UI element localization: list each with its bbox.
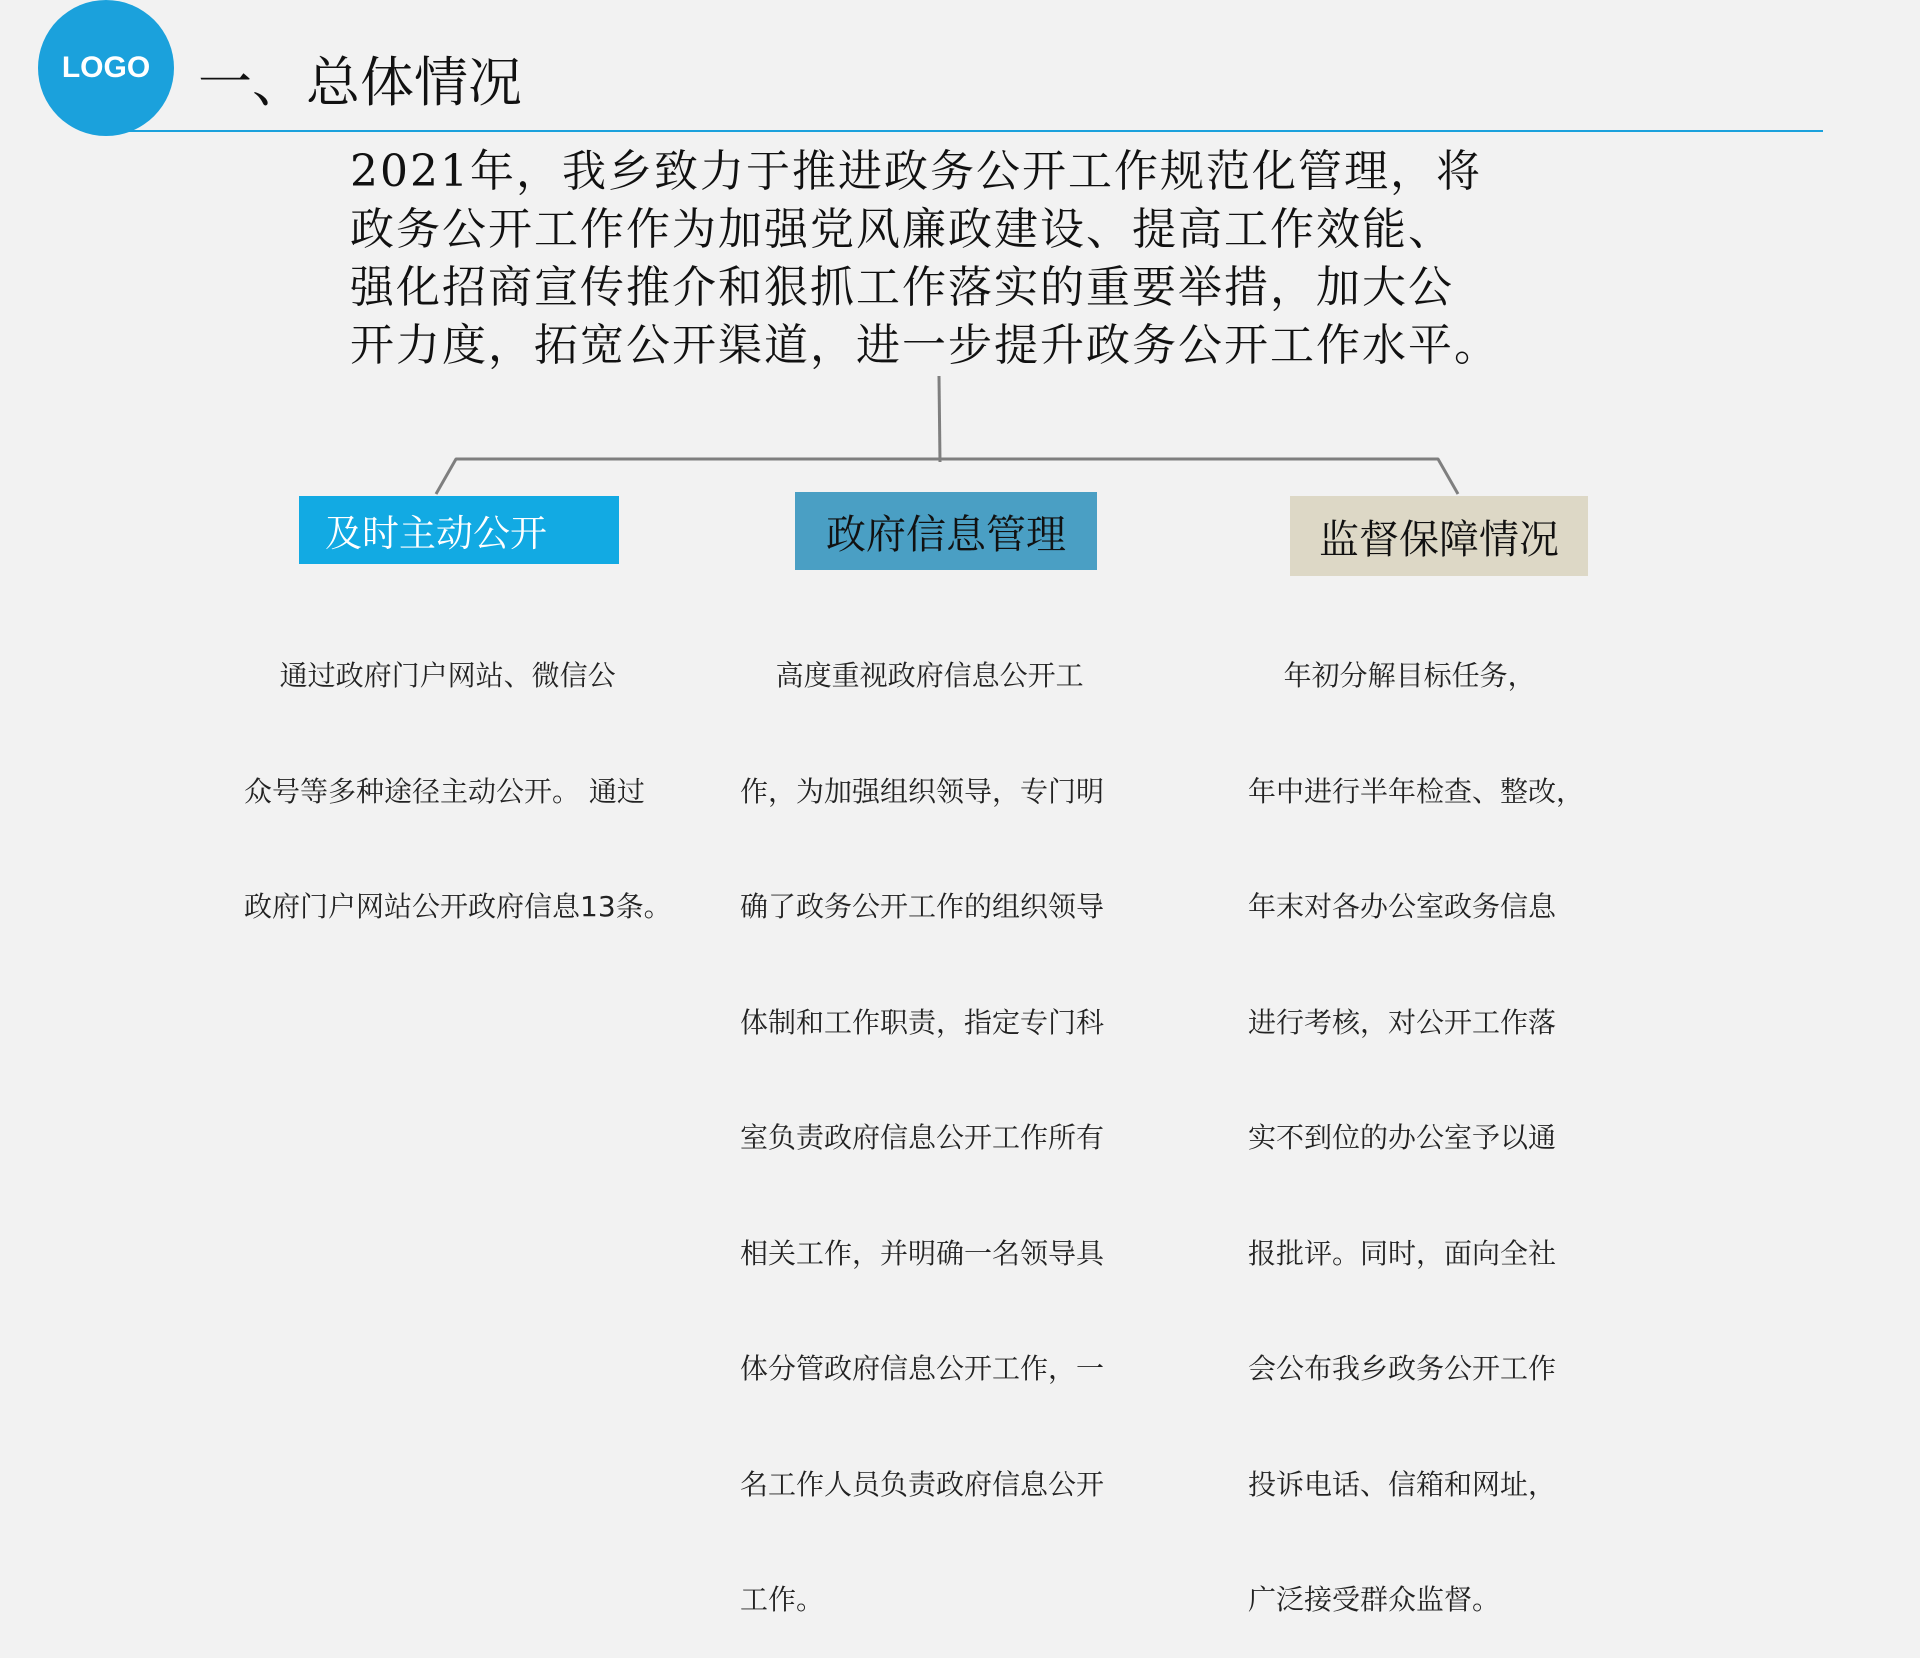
intro-line: 政务公开工作作为加强党风廉政建设、提高工作效能、 — [350, 204, 1454, 255]
description-line: 年中进行半年检查、整改， — [1248, 774, 1585, 808]
description-line: 确了政务公开工作的组织领导 — [740, 890, 1105, 923]
description-line: 年初分解目标任务， — [1248, 659, 1536, 692]
description-line: 众号等多种途径主动公开。 通过 — [244, 774, 645, 808]
description-line: 会公布我乡政务公开工作 — [1248, 1352, 1557, 1385]
description-line: 投诉电话、信箱和网址， — [1248, 1467, 1557, 1501]
description-line: 通过政府门户网站、微信公 — [244, 659, 616, 692]
section-description-proactive-disclosure — [244, 580, 672, 965]
description-line: 政府门户网站公开政府信息13条。 — [244, 890, 672, 923]
description-line: 室负责政府信息公开工作所有 — [740, 1121, 1105, 1154]
description-line: 实不到位的办公室予以通 — [1248, 1121, 1557, 1154]
section-heading-info-management — [795, 492, 1097, 570]
connector-stem — [939, 376, 940, 462]
description-line: 体分管政府信息公开工作，一 — [740, 1352, 1105, 1385]
section-heading-label: 监督保障情况 — [1319, 516, 1559, 563]
description-line: 相关工作，并明确一名领导具 — [740, 1236, 1105, 1270]
section-description-supervision — [1248, 580, 1584, 1658]
intro-paragraph — [350, 143, 1550, 375]
logo-text: LOGO — [61, 51, 151, 84]
title-divider — [120, 130, 1823, 132]
intro-line: 强化招商宣传推介和狠抓工作落实的重要举措，加大公 — [350, 262, 1454, 313]
logo — [38, 0, 174, 136]
description-line: 名工作人员负责政府信息公开 — [740, 1467, 1105, 1501]
description-line: 进行考核，对公开工作落 — [1248, 1005, 1557, 1039]
description-line: 广泛接受群众监督。 — [1248, 1583, 1501, 1616]
section-description-info-management — [740, 580, 1104, 1658]
section-heading-label: 及时主动公开 — [325, 512, 547, 555]
description-line: 工作。 — [740, 1583, 825, 1616]
connector-branch — [436, 459, 1458, 494]
page-title: 一、总体情况 — [198, 51, 522, 114]
description-line: 报批评。同时，面向全社 — [1248, 1236, 1557, 1270]
description-line: 体制和工作职责，指定专门科 — [740, 1005, 1105, 1039]
section-heading-supervision — [1290, 496, 1588, 576]
intro-line: 2021年，我乡致力于推进政务公开工作规范化管理，将 — [350, 146, 1482, 197]
description-line: 作，为加强组织领导，专门明 — [740, 774, 1105, 808]
description-line: 高度重视政府信息公开工 — [740, 659, 1084, 692]
description-line: 年末对各办公室政务信息 — [1248, 890, 1557, 923]
intro-line: 开力度，拓宽公开渠道，进一步提升政务公开工作水平。 — [350, 320, 1500, 371]
section-heading-proactive-disclosure — [299, 496, 619, 564]
section-heading-label: 政府信息管理 — [826, 511, 1066, 558]
